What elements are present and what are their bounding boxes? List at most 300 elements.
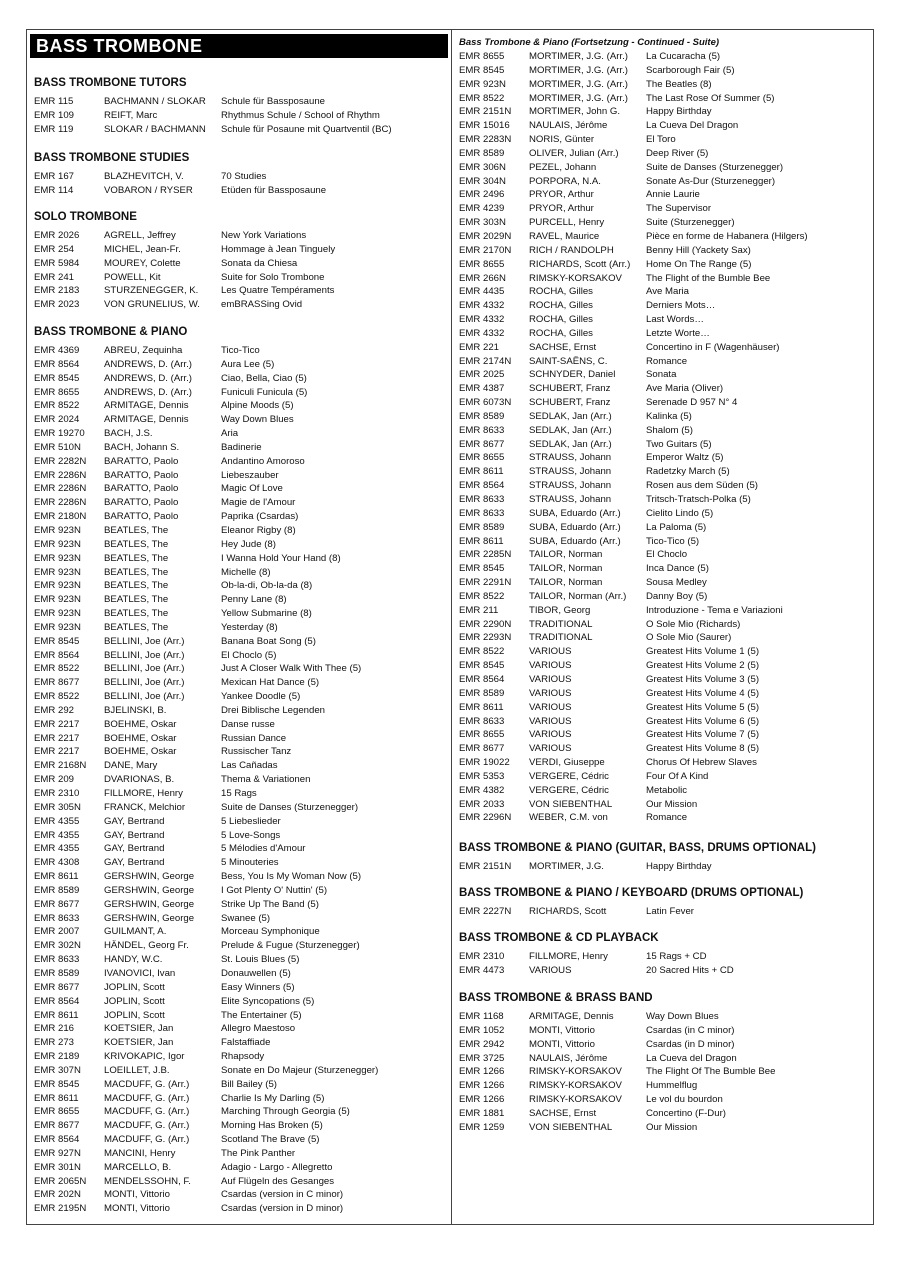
section-title: BASS TROMBONE & PIANO (GUITAR, BASS, DRUMS OPTIONAL): [459, 842, 816, 854]
catalog-number: EMR 2283N: [459, 134, 512, 146]
composer: BACH, Johann S.: [104, 441, 180, 453]
catalog-number: EMR 3725: [459, 1052, 505, 1064]
work-title: Russischer Tanz: [221, 746, 292, 758]
work-title: Prelude & Fugue (Sturzenegger): [221, 940, 360, 952]
catalog-row: [34, 298, 446, 312]
catalog-row: [459, 905, 869, 919]
composer: LOEILLET, J.B.: [104, 1064, 170, 1076]
catalog-number: EMR 306N: [459, 161, 506, 173]
composer: DVARIONAS, B.: [104, 774, 175, 786]
work-title: Drei Biblische Legenden: [221, 704, 325, 716]
catalog-row: [34, 649, 446, 663]
work-title: La Cucaracha (5): [646, 51, 721, 62]
catalog-number: EMR 304N: [459, 175, 506, 187]
work-title: Ave Maria (Oliver): [646, 383, 724, 395]
catalog-number: EMR 1168: [459, 1011, 504, 1022]
catalog-row: [34, 1078, 446, 1092]
composer: BACHMANN / SLOKAR: [104, 96, 206, 107]
catalog-number: EMR 119: [34, 123, 74, 135]
catalog-row: [34, 441, 446, 455]
work-title: Bess, You Is My Woman Now (5): [221, 871, 362, 883]
catalog-row: [34, 184, 446, 198]
catalog-number: EMR 1266: [459, 1080, 505, 1092]
composer: MANCINI, Henry: [104, 1147, 176, 1159]
catalog-row: [459, 50, 869, 64]
catalog-number: EMR 6073N: [459, 397, 512, 409]
catalog-row: [34, 566, 446, 580]
work-title: Introduzione - Tema e Variazioni: [646, 604, 783, 616]
catalog-number: EMR 8611: [459, 535, 504, 547]
catalog-number: EMR 167: [34, 171, 74, 182]
catalog-row: [459, 410, 869, 424]
composer: TRADITIONAL: [529, 632, 593, 644]
catalog-row: [459, 576, 869, 590]
catalog-row: [34, 1105, 446, 1119]
catalog-number: EMR 923N: [34, 621, 81, 633]
catalog-row: [459, 1038, 869, 1052]
catalog-number: EMR 8522: [34, 691, 80, 703]
composer: VARIOUS: [529, 673, 572, 685]
work-title: Suite for Solo Trombone: [221, 271, 325, 283]
work-title: Greatest Hits Volume 7 (5): [646, 729, 760, 741]
composer: VERDI, Giuseppe: [529, 757, 605, 769]
catalog-row: [34, 1161, 446, 1175]
composer: MARCELLO, B.: [104, 1161, 172, 1173]
composer: VARIOUS: [529, 729, 572, 741]
composer: SACHSE, Ernst: [529, 1107, 597, 1119]
composer: SACHSE, Ernst: [529, 341, 597, 353]
composer: ROCHA, Gilles: [529, 286, 593, 298]
composer: FILLMORE, Henry: [104, 788, 183, 799]
continued-header: Bass Trombone & Piano (Fortsetzung - Continued - Suite): [459, 37, 720, 48]
work-title: Greatest Hits Volume 1 (5): [646, 646, 760, 658]
work-title: Danse russe: [221, 718, 275, 730]
catalog-number: EMR 8677: [34, 898, 80, 910]
work-title: Csardas (version in C minor): [221, 1189, 344, 1201]
catalog-row: [459, 133, 869, 147]
work-title: Suite (Sturzenegger): [646, 217, 735, 229]
work-title: Rhapsody: [221, 1051, 265, 1063]
catalog-row: [459, 631, 869, 645]
work-title: Four Of A Kind: [646, 770, 709, 782]
composer: TAILOR, Norman (Arr.): [529, 590, 627, 602]
catalog-number: EMR 2496: [459, 189, 505, 201]
composer: HÄNDEL, Georg Fr.: [104, 940, 189, 952]
catalog-number: EMR 292: [34, 704, 74, 716]
catalog-row: [459, 860, 869, 874]
catalog-row: [459, 244, 869, 258]
catalog-number: EMR 923N: [34, 538, 81, 550]
catalog-number: EMR 8611: [34, 871, 79, 883]
catalog-row: [459, 1079, 869, 1093]
catalog-row: [34, 995, 446, 1009]
catalog-row: [459, 784, 869, 798]
catalog-row: [459, 230, 869, 244]
work-title: Kalinka (5): [646, 410, 692, 422]
work-title: 5 Liebeslieder: [221, 815, 281, 827]
work-title: Yankee Doodle (5): [221, 691, 301, 703]
composer: VARIOUS: [529, 715, 572, 727]
catalog-row: [459, 175, 869, 189]
catalog-row: [459, 119, 869, 133]
work-title: Magic Of Love: [221, 483, 283, 495]
catalog-number: EMR 8655: [459, 452, 505, 464]
composer: POWELL, Kit: [104, 271, 161, 283]
catalog-row: [34, 1092, 446, 1106]
composer: PRYOR, Arthur: [529, 203, 594, 215]
composer: HANDY, W.C.: [104, 954, 163, 966]
work-title: Liebeszauber: [221, 469, 279, 481]
catalog-row: [34, 732, 446, 746]
work-title: Allegro Maestoso: [221, 1023, 296, 1035]
catalog-number: EMR 2151N: [459, 861, 512, 872]
work-title: El Toro: [646, 134, 676, 146]
composer: ARMITAGE, Dennis: [529, 1011, 614, 1022]
work-title: Two Guitars (5): [646, 438, 712, 450]
section-title: BASS TROMBONE & CD PLAYBACK: [459, 932, 659, 944]
work-title: Radetzky March (5): [646, 466, 730, 478]
work-title: Danny Boy (5): [646, 590, 708, 602]
work-title: The Beatles (8): [646, 78, 712, 90]
composer: GAY, Bertrand: [104, 829, 165, 841]
catalog-number: EMR 923N: [34, 566, 81, 578]
work-title: Michelle (8): [221, 566, 271, 578]
composer: BEATLES, The: [104, 538, 169, 550]
work-title: Benny Hill (Yackety Sax): [646, 244, 751, 256]
catalog-row: [34, 95, 446, 109]
composer: JOPLIN, Scott: [104, 1009, 165, 1021]
catalog-row: [459, 701, 869, 715]
catalog-number: EMR 8545: [459, 660, 505, 672]
catalog-row: [34, 469, 446, 483]
composer: STRAUSS, Johann: [529, 494, 612, 505]
work-title: Sonate As-Dur (Sturzenegger): [646, 175, 776, 187]
composer: VON SIEBENTHAL: [529, 1121, 613, 1133]
work-title: Russian Dance: [221, 732, 287, 744]
work-title: Home On The Range (5): [646, 258, 752, 270]
catalog-number: EMR 202N: [34, 1189, 81, 1201]
catalog-number: EMR 8522: [459, 646, 505, 658]
work-title: I Got Plenty O' Nuttin' (5): [221, 884, 328, 896]
catalog-row: [34, 635, 446, 649]
catalog-row: [34, 482, 446, 496]
work-title: Our Mission: [646, 1121, 698, 1133]
composer: VARIOUS: [529, 646, 572, 658]
catalog-number: EMR 241: [34, 271, 74, 283]
work-title: Greatest Hits Volume 6 (5): [646, 715, 760, 727]
composer: VARIOUS: [529, 701, 572, 713]
catalog-number: EMR 19022: [459, 757, 510, 769]
work-title: Cielito Lindo (5): [646, 507, 714, 519]
composer: BLAZHEVITCH, V.: [104, 171, 184, 182]
catalog-number: EMR 1881: [459, 1107, 505, 1119]
composer: JOPLIN, Scott: [104, 995, 165, 1007]
composer: VERGERE, Cédric: [529, 784, 609, 796]
composer: RICHARDS, Scott (Arr.): [529, 258, 631, 270]
catalog-number: EMR 8655: [459, 258, 505, 270]
catalog-row: [459, 562, 869, 576]
catalog-row: [34, 1009, 446, 1023]
composer: SUBA, Eduardo (Arr.): [529, 507, 621, 519]
work-title: Charlie Is My Darling (5): [221, 1092, 325, 1104]
catalog-number: EMR 4332: [459, 314, 505, 326]
composer: BOEHME, Oskar: [104, 718, 177, 730]
work-title: Serenade D 957 N° 4: [646, 397, 738, 409]
work-title: Pièce en forme de Habanera (Hilgers): [646, 230, 808, 242]
composer: VON GRUNELIUS, W.: [104, 299, 200, 311]
catalog-row: [459, 964, 869, 978]
work-title: Suite de Danses (Sturzenegger): [221, 801, 359, 813]
work-title: Concertino in F (Wagenhäuser): [646, 341, 780, 353]
catalog-row: [34, 953, 446, 967]
catalog-row: [34, 884, 446, 898]
catalog-number: EMR 2217: [34, 732, 80, 744]
catalog-number: EMR 2065N: [34, 1175, 87, 1187]
work-title: Penny Lane (8): [221, 594, 287, 606]
catalog-row: [34, 344, 446, 358]
composer: PURCELL, Henry: [529, 217, 605, 229]
catalog-number: EMR 2180N: [34, 511, 87, 523]
work-title: 5 Mélodies d'Amour: [221, 843, 306, 855]
composer: DANE, Mary: [104, 760, 158, 772]
catalog-row: [34, 510, 446, 524]
catalog-row: [459, 64, 869, 78]
composer: NAULAIS, Jérôme: [529, 1052, 608, 1064]
catalog-number: EMR 4239: [459, 203, 505, 215]
catalog-number: EMR 2189: [34, 1051, 80, 1063]
catalog-number: EMR 209: [34, 774, 74, 786]
work-title: Thema & Variationen: [221, 774, 311, 786]
catalog-row: [34, 372, 446, 386]
catalog-row: [459, 659, 869, 673]
composer: RICHARDS, Scott: [529, 906, 607, 917]
composer: BEATLES, The: [104, 552, 169, 564]
catalog-number: EMR 4435: [459, 286, 505, 298]
catalog-row: [459, 728, 869, 742]
catalog-number: EMR 2296N: [459, 812, 512, 824]
composer: SLOKAR / BACHMANN: [104, 123, 206, 135]
catalog-row: [34, 745, 446, 759]
catalog-number: EMR 2227N: [459, 906, 512, 917]
catalog-number: EMR 8589: [459, 687, 505, 699]
composer: FILLMORE, Henry: [529, 951, 608, 962]
catalog-row: [34, 829, 446, 843]
catalog-row: [34, 284, 446, 298]
composer: RIMSKY-KORSAKOV: [529, 1066, 622, 1078]
catalog-section: [459, 990, 869, 1135]
catalog-number: EMR 2310: [459, 951, 505, 962]
catalog-row: [34, 981, 446, 995]
catalog-row: [34, 856, 446, 870]
catalog-number: EMR 2310: [34, 788, 80, 799]
catalog-row: [34, 170, 446, 184]
work-title: Alpine Moods (5): [221, 400, 294, 412]
catalog-row: [459, 258, 869, 272]
catalog-row: [34, 538, 446, 552]
catalog-row: [34, 1119, 446, 1133]
composer: PRYOR, Arthur: [529, 189, 594, 201]
work-title: Andantino Amoroso: [221, 455, 305, 467]
work-title: Elite Syncopations (5): [221, 995, 315, 1007]
catalog-row: [459, 645, 869, 659]
composer: BELLINI, Joe (Arr.): [104, 635, 185, 647]
composer: STURZENEGGER, K.: [104, 285, 199, 297]
catalog-row: [34, 704, 446, 718]
catalog-row: [459, 1052, 869, 1066]
composer: TRADITIONAL: [529, 618, 593, 630]
work-title: The Supervisor: [646, 203, 712, 215]
catalog-number: EMR 109: [34, 109, 74, 121]
composer: OLIVER, Julian (Arr.): [529, 147, 619, 159]
catalog-row: [459, 479, 869, 493]
work-title: Suite de Danses (Sturzenegger): [646, 161, 784, 173]
catalog-number: EMR 4382: [459, 784, 505, 796]
catalog-number: EMR 8655: [34, 1106, 80, 1118]
composer: RIMSKY-KORSAKOV: [529, 1080, 622, 1092]
work-title: Csardas (in C minor): [646, 1024, 735, 1036]
catalog-number: EMR 4387: [459, 383, 505, 395]
catalog-row: [459, 548, 869, 562]
work-title: St. Louis Blues (5): [221, 954, 300, 966]
composer: MONTI, Vittorio: [104, 1189, 170, 1201]
catalog-row: [459, 105, 869, 119]
work-title: Tico-Tico (5): [646, 535, 700, 547]
catalog-row: [459, 507, 869, 521]
work-title: Falstaffiade: [221, 1037, 271, 1049]
catalog-row: [459, 1093, 869, 1107]
catalog-row: [459, 216, 869, 230]
work-title: Emperor Waltz (5): [646, 452, 724, 464]
catalog-row: [459, 1010, 869, 1024]
work-title: Last Words…: [646, 314, 704, 326]
work-title: Way Down Blues: [221, 414, 294, 426]
work-title: Mexican Hat Dance (5): [221, 677, 320, 689]
composer: MONTI, Vittorio: [529, 1038, 595, 1050]
composer: RAVEL, Maurice: [529, 230, 600, 242]
work-title: La Cueva Del Dragon: [646, 120, 739, 132]
catalog-number: EMR 266N: [459, 272, 506, 284]
catalog-row: [459, 78, 869, 92]
composer: FRANCK, Melchior: [104, 801, 186, 813]
composer: ANDREWS, D. (Arr.): [104, 386, 192, 398]
composer: RIMSKY-KORSAKOV: [529, 272, 622, 284]
catalog-row: [459, 770, 869, 784]
catalog-section: [34, 324, 446, 1216]
work-title: El Choclo: [646, 549, 688, 561]
catalog-section: [459, 840, 869, 874]
work-title: Csardas (version in D minor): [221, 1203, 344, 1215]
composer: SUBA, Eduardo (Arr.): [529, 521, 621, 533]
work-title: Way Down Blues: [646, 1011, 719, 1022]
work-title: Swanee (5): [221, 912, 271, 924]
work-title: Ob-la-di, Ob-la-da (8): [221, 580, 313, 592]
composer: GERSHWIN, George: [104, 898, 195, 910]
catalog-number: EMR 8655: [459, 729, 505, 741]
composer: REIFT, Marc: [104, 109, 158, 121]
catalog-number: EMR 8589: [459, 147, 505, 159]
catalog-number: EMR 923N: [34, 608, 81, 620]
catalog-number: EMR 2286N: [34, 469, 87, 481]
catalog-row: [34, 399, 446, 413]
work-title: New York Variations: [221, 230, 307, 241]
catalog-row: [459, 313, 869, 327]
catalog-row: [34, 912, 446, 926]
section-title: BASS TROMBONE & PIANO / KEYBOARD (DRUMS OPTIONAL): [459, 887, 804, 899]
catalog-number: EMR 254: [34, 243, 74, 255]
composer: KRIVOKAPIC, Igor: [104, 1051, 185, 1063]
catalog-number: EMR 8545: [459, 563, 505, 575]
catalog-number: EMR 2151N: [459, 106, 512, 118]
composer: GERSHWIN, George: [104, 884, 195, 896]
continued-list: [459, 50, 869, 825]
catalog-number: EMR 2282N: [34, 455, 87, 467]
composer: SEDLAK, Jan (Arr.): [529, 438, 612, 450]
catalog-number: EMR 2023: [34, 299, 80, 311]
work-title: 20 Sacred Hits + CD: [646, 964, 734, 976]
catalog-row: [34, 676, 446, 690]
work-title: Easy Winners (5): [221, 981, 295, 993]
composer: TIBOR, Georg: [529, 604, 591, 616]
catalog-number: EMR 221: [459, 341, 499, 353]
catalog-number: EMR 8564: [34, 358, 80, 370]
catalog-number: EMR 2183: [34, 285, 80, 297]
section-title: BASS TROMBONE STUDIES: [34, 152, 190, 164]
work-title: Yesterday (8): [221, 621, 278, 633]
work-title: El Choclo (5): [221, 649, 277, 661]
composer: BOEHME, Oskar: [104, 732, 177, 744]
work-title: Etüden für Bassposaune: [221, 184, 327, 196]
work-title: Scotland The Brave (5): [221, 1134, 320, 1146]
catalog-row: [459, 493, 869, 507]
catalog-row: [34, 257, 446, 271]
catalog-row: [459, 1024, 869, 1038]
work-title: Morning Has Broken (5): [221, 1120, 323, 1132]
catalog-row: [34, 524, 446, 538]
catalog-number: EMR 8564: [34, 649, 80, 661]
work-title: 70 Studies: [221, 171, 267, 182]
catalog-number: EMR 115: [34, 96, 74, 107]
catalog-number: EMR 2285N: [459, 549, 512, 561]
catalog-row: [34, 690, 446, 704]
catalog-row: [34, 1147, 446, 1161]
composer: VARIOUS: [529, 687, 572, 699]
work-title: Hummelflug: [646, 1080, 698, 1092]
catalog-number: EMR 4355: [34, 829, 80, 841]
catalog-number: EMR 2024: [34, 414, 80, 426]
catalog-row: [459, 147, 869, 161]
composer: BARATTO, Paolo: [104, 455, 179, 467]
work-title: Le vol du bourdon: [646, 1094, 723, 1106]
work-title: Sonata: [646, 369, 677, 381]
work-title: The Flight Of The Bumble Bee: [646, 1066, 776, 1078]
catalog-number: EMR 8633: [34, 912, 80, 924]
catalog-row: [34, 552, 446, 566]
work-title: Strike Up The Band (5): [221, 898, 319, 910]
composer: VARIOUS: [529, 743, 572, 755]
work-title: Marching Through Georgia (5): [221, 1106, 350, 1118]
work-title: Magie de l'Amour: [221, 497, 296, 509]
work-title: Ciao, Bella, Ciao (5): [221, 372, 307, 384]
work-title: emBRASSing Ovid: [221, 299, 303, 311]
catalog-row: [34, 455, 446, 469]
composer: KOETSIER, Jan: [104, 1023, 174, 1035]
catalog-row: [34, 801, 446, 815]
composer: BEATLES, The: [104, 608, 169, 620]
composer: BEATLES, The: [104, 580, 169, 592]
work-title: Tritsch-Tratsch-Polka (5): [646, 494, 751, 505]
catalog-row: [34, 842, 446, 856]
catalog-number: EMR 4308: [34, 857, 80, 869]
